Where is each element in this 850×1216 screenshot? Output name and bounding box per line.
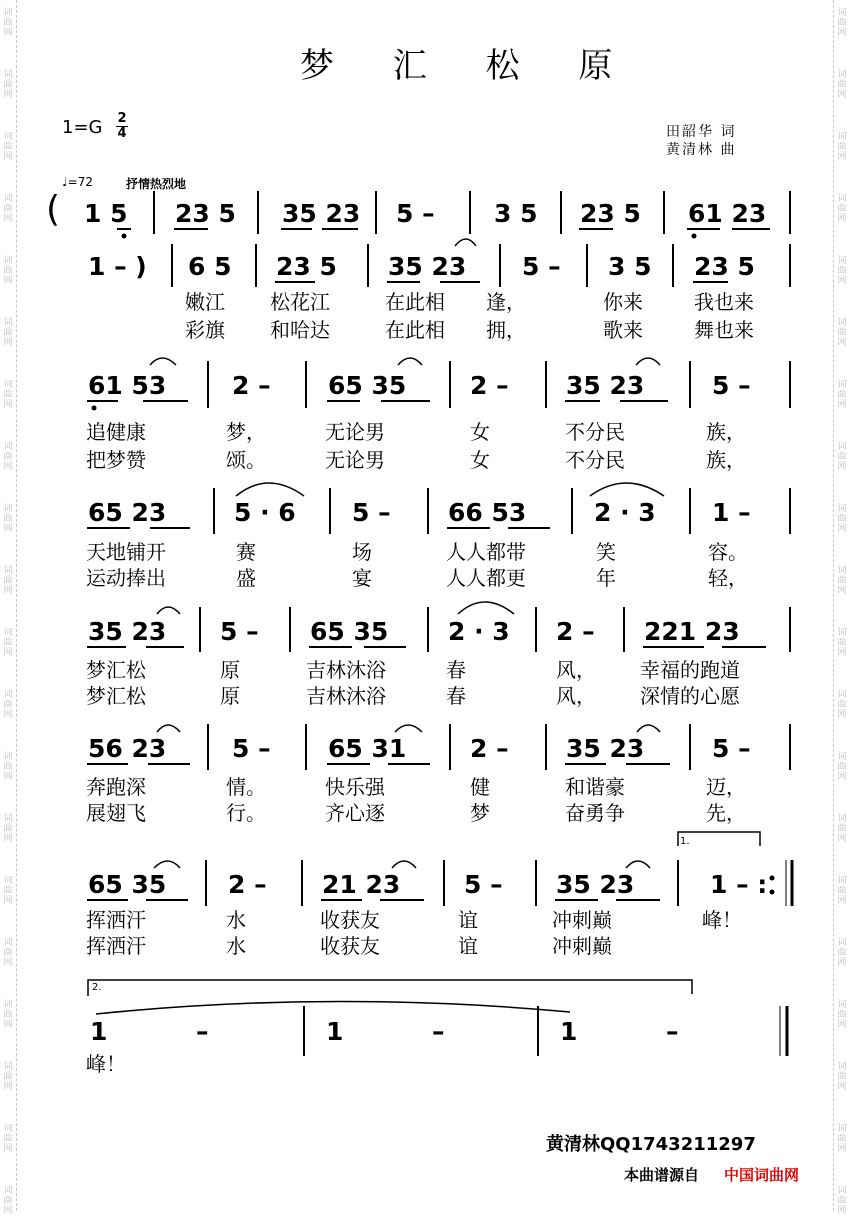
lyric: 冲刺巅 xyxy=(552,934,612,958)
measure: 35 23 xyxy=(282,199,361,228)
lyric: 风， xyxy=(556,684,596,708)
volta-1-label: 1. xyxy=(680,836,690,847)
lyric: 挥洒汗 xyxy=(86,908,146,932)
watermark-text: 词 曲 网 xyxy=(837,752,847,782)
lyric: 行。 xyxy=(226,801,266,825)
watermark-text: 词 曲 网 xyxy=(3,1062,13,1092)
lyric: 情。 xyxy=(226,775,266,799)
lyric: 在此相 xyxy=(385,290,445,314)
watermark-text: 词 曲 网 xyxy=(3,256,13,286)
measure: 65 35 xyxy=(310,617,389,646)
lyric: 宴 xyxy=(352,566,372,590)
lyric: 松花江 xyxy=(270,290,330,314)
lyric: 女 xyxy=(470,420,490,444)
watermark-text: 词 曲 网 xyxy=(837,70,847,100)
lyric: 峰！ xyxy=(86,1052,126,1076)
lyric: 原 xyxy=(220,658,240,682)
measure: 5 – xyxy=(464,870,503,899)
watermark-text: 词 曲 网 xyxy=(3,566,13,596)
measure: 2 – xyxy=(556,617,595,646)
measure: 1 xyxy=(90,1017,108,1046)
measure: 61 23 xyxy=(688,199,767,228)
composer-credit: 黄清林 曲 xyxy=(666,142,737,158)
lyric: 收获友 xyxy=(320,908,380,932)
measure: 23 5 xyxy=(694,252,755,281)
watermark-text: 词 曲 网 xyxy=(3,380,13,410)
beam-lines xyxy=(87,229,770,900)
volta-2-label: 2. xyxy=(92,982,102,993)
lyric: 梦， xyxy=(226,420,266,444)
measure: 2 · 3 xyxy=(594,498,656,527)
lyric: 深情的心愿 xyxy=(640,684,740,708)
lyric: 和谐豪 xyxy=(565,775,625,799)
measure: 1 5 xyxy=(84,199,128,228)
lyric: 盛 xyxy=(236,566,256,590)
measure: – xyxy=(666,1017,679,1046)
expression-mark: 抒情热烈地 xyxy=(126,177,187,191)
measure: 61 53 xyxy=(88,371,167,400)
measure: 35 23 xyxy=(388,252,467,281)
lyric: 吉林沐浴 xyxy=(306,658,386,682)
watermark-text: 词 曲 网 xyxy=(3,8,13,38)
lyric: 我也来 xyxy=(694,290,754,314)
watermark-text: 词 曲 网 xyxy=(3,628,13,658)
repeat-dots xyxy=(770,876,775,895)
lyric: 峰！ xyxy=(702,908,742,932)
tempo-mark: ♩=72 xyxy=(62,175,93,189)
watermark-text: 词 曲 网 xyxy=(837,442,847,472)
watermark-text: 词 曲 网 xyxy=(837,132,847,162)
watermark-text: 词 曲 网 xyxy=(837,628,847,658)
measure: 5 – xyxy=(220,617,259,646)
lyric: 谊 xyxy=(458,908,478,932)
measure: 1 – xyxy=(712,498,751,527)
watermark-text: 词 曲 网 xyxy=(837,690,847,720)
measure: 3 5 xyxy=(608,252,652,281)
lyric: 展翅飞 xyxy=(86,801,146,825)
lyric: 笑 xyxy=(596,540,616,564)
lyric: 不分民 xyxy=(565,420,625,444)
lyric: 春 xyxy=(446,684,466,708)
lyric: 歌来 xyxy=(603,318,643,342)
watermark-text: 词 曲 网 xyxy=(837,1062,847,1092)
measure: 5 – xyxy=(396,199,435,228)
measure: 2 · 3 xyxy=(448,617,510,646)
measure: 35 23 xyxy=(566,734,645,763)
measure: 5 – xyxy=(352,498,391,527)
watermark-text: 词 曲 网 xyxy=(3,814,13,844)
measure: 221 23 xyxy=(644,617,740,646)
lyric: 女 xyxy=(470,448,490,472)
lyric: 挥洒汗 xyxy=(86,934,146,958)
source-site-link[interactable]: 中国词曲网 xyxy=(724,1166,800,1184)
lyric: 健 xyxy=(470,775,490,799)
volta-1-bracket xyxy=(678,832,760,846)
lyric: 谊 xyxy=(458,934,478,958)
measure: 23 5 xyxy=(276,252,337,281)
lyric: 运动捧出 xyxy=(86,566,166,590)
key-signature: 1=G xyxy=(62,117,103,138)
watermark-text: 词 曲 网 xyxy=(3,938,13,968)
measure: 65 23 xyxy=(88,498,167,527)
measure: 1 xyxy=(326,1017,344,1046)
lyric: 风， xyxy=(556,658,596,682)
measure: 23 5 xyxy=(580,199,641,228)
measure: 2 – xyxy=(470,734,509,763)
lyric: 追健康 xyxy=(86,420,146,444)
watermark-text: 词 曲 网 xyxy=(3,1000,13,1030)
measure: 35 23 xyxy=(556,870,635,899)
watermark-text: 词 曲 网 xyxy=(837,1186,847,1216)
lyric: 族， xyxy=(706,420,746,444)
song-title: 梦 汇 松 原 xyxy=(300,46,637,86)
watermark-text: 词 曲 网 xyxy=(3,194,13,224)
watermark-text: 词 曲 网 xyxy=(837,876,847,906)
measure: 23 5 xyxy=(175,199,236,228)
watermark-text: 词 曲 网 xyxy=(837,566,847,596)
lyric: 先， xyxy=(706,801,746,825)
watermark-text: 词 曲 网 xyxy=(3,504,13,534)
watermark-text: 词 曲 网 xyxy=(3,318,13,348)
octave-dots xyxy=(92,234,697,411)
lyric: 水 xyxy=(226,908,246,932)
watermark-text: 词 曲 网 xyxy=(3,70,13,100)
repeat-open-paren: ( xyxy=(46,189,61,230)
lyric: 人人都更 xyxy=(446,566,526,590)
lyric: 冲刺巅 xyxy=(552,908,612,932)
measure: – xyxy=(432,1017,445,1046)
measure: 65 35 xyxy=(88,870,167,899)
measure: 2 – xyxy=(232,371,271,400)
lyric: 颂。 xyxy=(226,448,266,472)
lyric: 年 xyxy=(596,566,616,590)
lyric: 齐心逐 xyxy=(325,801,385,825)
measure: 2 – xyxy=(228,870,267,899)
watermark-text: 词 曲 网 xyxy=(837,318,847,348)
measure: 66 53 xyxy=(448,498,527,527)
watermark-text: 词 曲 网 xyxy=(837,814,847,844)
watermark-text: 词 曲 网 xyxy=(3,132,13,162)
lyric: 水 xyxy=(226,934,246,958)
arranger-credit: 黄清林QQ1743211297 xyxy=(546,1134,756,1155)
lyric: 梦汇松 xyxy=(86,658,146,682)
measure: 56 23 xyxy=(88,734,167,763)
lyric: 收获友 xyxy=(320,934,380,958)
lyric: 容。 xyxy=(708,540,748,564)
watermark-text: 词 曲 网 xyxy=(837,938,847,968)
lyric: 幸福的跑道 xyxy=(640,658,740,682)
slurs xyxy=(96,234,750,1014)
lyric: 奋勇争 xyxy=(565,801,625,825)
measure: 35 23 xyxy=(88,617,167,646)
lyric: 赛 xyxy=(236,540,256,564)
watermark-text: 词 曲 网 xyxy=(837,194,847,224)
lyric: 你来 xyxy=(603,290,643,314)
measure: 5 – xyxy=(232,734,271,763)
watermark-text: 词 曲 网 xyxy=(3,1124,13,1154)
lyric: 舞也来 xyxy=(694,318,754,342)
watermark-text: 词 曲 网 xyxy=(837,256,847,286)
watermark-text: 词 曲 网 xyxy=(3,690,13,720)
lyric: 吉林沐浴 xyxy=(306,684,386,708)
measure: 65 31 xyxy=(328,734,407,763)
lyric: 迈， xyxy=(706,775,746,799)
lyric: 春 xyxy=(446,658,466,682)
watermark-text: 词 曲 网 xyxy=(3,752,13,782)
measure: 5 – xyxy=(712,371,751,400)
measure: 1 – : xyxy=(710,870,768,899)
source-label: 本曲谱源自 xyxy=(624,1166,700,1184)
lyric: 梦汇松 xyxy=(86,684,146,708)
lyric: 和哈达 xyxy=(270,318,330,342)
lyric: 梦 xyxy=(470,801,490,825)
lyric: 不分民 xyxy=(565,448,625,472)
lyric: 无论男 xyxy=(325,420,385,444)
measure: 65 35 xyxy=(328,371,407,400)
watermark-text: 词 曲 网 xyxy=(837,504,847,534)
lyric: 人人都带 xyxy=(446,540,526,564)
lyric: 逢， xyxy=(486,290,526,314)
lyric: 把梦赞 xyxy=(86,448,146,472)
measure: 2 – xyxy=(470,371,509,400)
lyric: 天地铺开 xyxy=(86,540,166,564)
measure: 5 – xyxy=(712,734,751,763)
measure: 5 · 6 xyxy=(234,498,296,527)
lyric: 嫩江 xyxy=(185,290,225,314)
measure: – xyxy=(196,1017,209,1046)
measure: 6 5 xyxy=(188,252,232,281)
measure: 21 23 xyxy=(322,870,401,899)
lyric: 彩旗 xyxy=(185,318,225,342)
watermark-text: 词 曲 网 xyxy=(3,442,13,472)
lyric: 无论男 xyxy=(325,448,385,472)
lyric: 原 xyxy=(220,684,240,708)
measure: 5 – xyxy=(522,252,561,281)
lyric: 在此相 xyxy=(385,318,445,342)
watermark-text: 词 曲 网 xyxy=(3,876,13,906)
measure: 1 xyxy=(560,1017,578,1046)
lyric: 轻， xyxy=(708,566,748,590)
time-denominator: 4 xyxy=(117,126,127,141)
watermark-text: 词 曲 网 xyxy=(837,380,847,410)
measure: 35 23 xyxy=(566,371,645,400)
lyric: 快乐强 xyxy=(325,775,385,799)
lyric: 奔跑深 xyxy=(86,775,146,799)
volta-2-bracket xyxy=(88,980,692,996)
watermark-text: 词 曲 网 xyxy=(837,1124,847,1154)
measure: 1 – ) xyxy=(88,252,147,281)
lyric: 拥， xyxy=(486,318,526,342)
lyricist-credit: 田韶华 词 xyxy=(666,124,737,140)
watermark-text: 词 曲 网 xyxy=(837,8,847,38)
lyric: 场 xyxy=(352,540,372,564)
lyric: 族， xyxy=(706,448,746,472)
watermark-text: 词 曲 网 xyxy=(3,1186,13,1216)
measure: 3 5 xyxy=(494,199,538,228)
time-numerator: 2 xyxy=(117,111,127,126)
watermark-text: 词 曲 网 xyxy=(837,1000,847,1030)
